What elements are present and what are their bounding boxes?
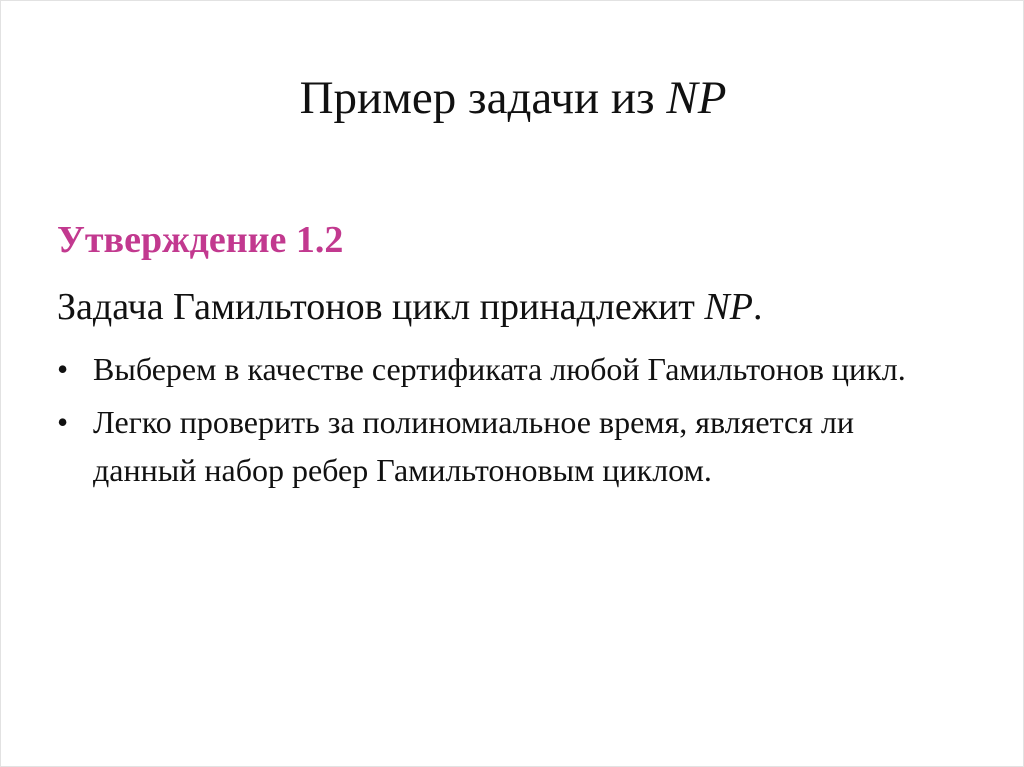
statement-text [57, 281, 762, 333]
title-np: NP [666, 72, 727, 124]
statement-end: . [752, 286, 763, 328]
title-text: Пример задачи из [299, 72, 667, 124]
bullet-icon: • [57, 404, 69, 440]
statement-main: Задача Гамильтонов цикл принадлежит [57, 286, 705, 328]
bullet-icon: • [57, 351, 69, 387]
slide-title [1, 67, 1024, 129]
bullet-text: Легко проверить за полиномиальное время, является ли данный набор ребер Гамильтоновым циклом. [93, 404, 854, 488]
bullet-text: Выберем в качестве сертификата любой Гамильтонов цикл. [93, 351, 906, 387]
bullet-item [57, 345, 957, 393]
statement-np: NP [704, 286, 753, 328]
bullet-item [57, 398, 957, 494]
statement-heading: Утверждение 1.2 [57, 219, 344, 261]
bullet-list [57, 345, 957, 499]
